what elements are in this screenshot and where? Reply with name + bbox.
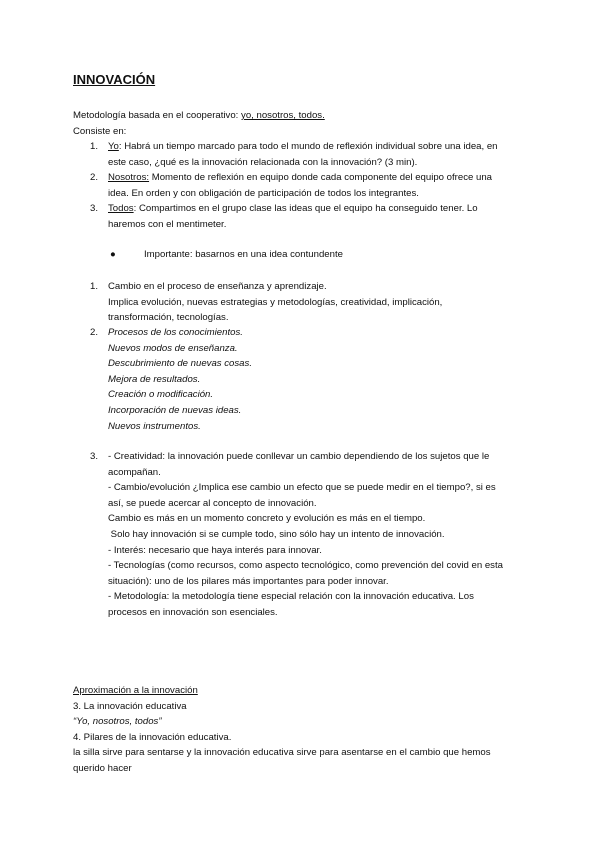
section-line: Incorporación de nuevas ideas.	[108, 404, 242, 416]
bullet-dot-icon: ●	[110, 249, 116, 260]
step-text: : Habrá un tiempo marcado para todo el mundo de reflexión individual sobre una idea, en	[118, 141, 498, 152]
section-line: así, se puede acercar al concepto de innovación.	[108, 497, 317, 509]
section-line: Implica evolución, nuevas estrategias y metodologías, creatividad, implicación,	[108, 296, 443, 308]
footer-line: querido hacer	[73, 762, 132, 774]
step-text: Momento de reflexión en equipo donde cada componente del equipo ofrece una	[149, 172, 493, 184]
step-term: Todos	[108, 203, 134, 215]
step-text-cont: idea. En orden y con obligación de participación de todos los integrantes.	[108, 187, 419, 199]
step-text-cont: este caso, ¿qué es la innovación relacionada con la innovación? (3 min).	[108, 156, 418, 168]
list-item	[73, 279, 543, 326]
section-line: acompañan.	[108, 466, 161, 478]
section-line: situación): uno de los pilares más importantes para poder innovar.	[108, 575, 389, 587]
step-text-cont: haremos con el mentimeter.	[108, 218, 227, 230]
bullet-text: Importante: basarnos en una idea contundente	[144, 249, 343, 260]
footer-line: “Yo, nosotros, todos”	[73, 716, 162, 728]
step-number: 3.	[90, 203, 99, 215]
intro-underlined: yo, nosotros, todos.	[241, 110, 325, 121]
step-number: 1.	[90, 141, 99, 152]
footer-line: 4. Pilares de la innovación educativa.	[73, 731, 232, 743]
page-title: INNOVACIÓN	[73, 72, 156, 87]
step-number: 2.	[90, 172, 99, 184]
list-item	[73, 449, 553, 621]
step-term: Yo	[108, 141, 119, 152]
step-term: Nosotros:	[108, 172, 150, 184]
list-item	[73, 201, 543, 232]
consiste-label: Consiste en:	[73, 125, 127, 137]
footer-line: 3. La innovación educativa	[73, 700, 187, 712]
section-line: - Interés: necesario que haya interés para innovar.	[108, 544, 322, 556]
list-item	[73, 139, 543, 170]
section-line: Solo hay innovación si se cumple todo, sino sólo hay un intento de innovación.	[108, 528, 445, 540]
section-number: 2.	[90, 327, 99, 338]
section-line: - Metodología: la metodología tiene especial relación con la innovación educativa. Los	[108, 591, 474, 603]
list-item	[73, 325, 543, 434]
section-number: 3.	[90, 451, 99, 462]
section-line: transformación, tecnologías.	[108, 312, 229, 324]
footer-heading: Aproximación a la innovación	[73, 685, 198, 696]
section-line: procesos en innovación son esenciales.	[108, 606, 278, 618]
section-line: - Cambio/evolución ¿Implica ese cambio un efecto que se puede medir en el tiempo?, si es	[108, 482, 496, 494]
steps-list	[73, 139, 543, 233]
list-item	[73, 170, 543, 201]
section-line: - Creatividad: la innovación puede conllevar un cambio dependiendo de los sujetos que le	[108, 451, 490, 462]
section-line: Nuevos modos de enseñanza.	[108, 342, 238, 354]
section-line: Mejora de resultados.	[108, 373, 201, 385]
intro-prefix: Metodología basada en el cooperativo:	[73, 110, 242, 121]
section-number: 1.	[90, 281, 99, 292]
section-line: Cambio es más en un momento concreto y evolución es más en el tiempo.	[108, 513, 426, 525]
section-line: Cambio en el proceso de enseñanza y aprendizaje.	[108, 281, 327, 292]
section-3	[73, 449, 553, 621]
section-line: Creación o modificación.	[108, 389, 214, 401]
section-2	[73, 325, 543, 434]
section-1	[73, 279, 543, 326]
intro-line	[73, 108, 533, 124]
footer-line: la silla sirve para sentarse y la innovación educativa sirve para asentarse en el cambio que hemos	[73, 747, 491, 759]
step-text: : Compartimos en el grupo clase las ideas que el equipo ha conseguido tener. Lo	[133, 203, 478, 215]
footer-block	[73, 683, 553, 777]
intro-block	[73, 108, 533, 139]
section-line: Descubrimiento de nuevas cosas.	[108, 358, 252, 370]
section-line: - Tecnologías (como recursos, como aspecto tecnológico, como prevención del covid en esta	[108, 560, 503, 572]
section-line: Procesos de los conocimientos.	[108, 327, 243, 338]
section-line: Nuevos instrumentos.	[108, 420, 201, 432]
